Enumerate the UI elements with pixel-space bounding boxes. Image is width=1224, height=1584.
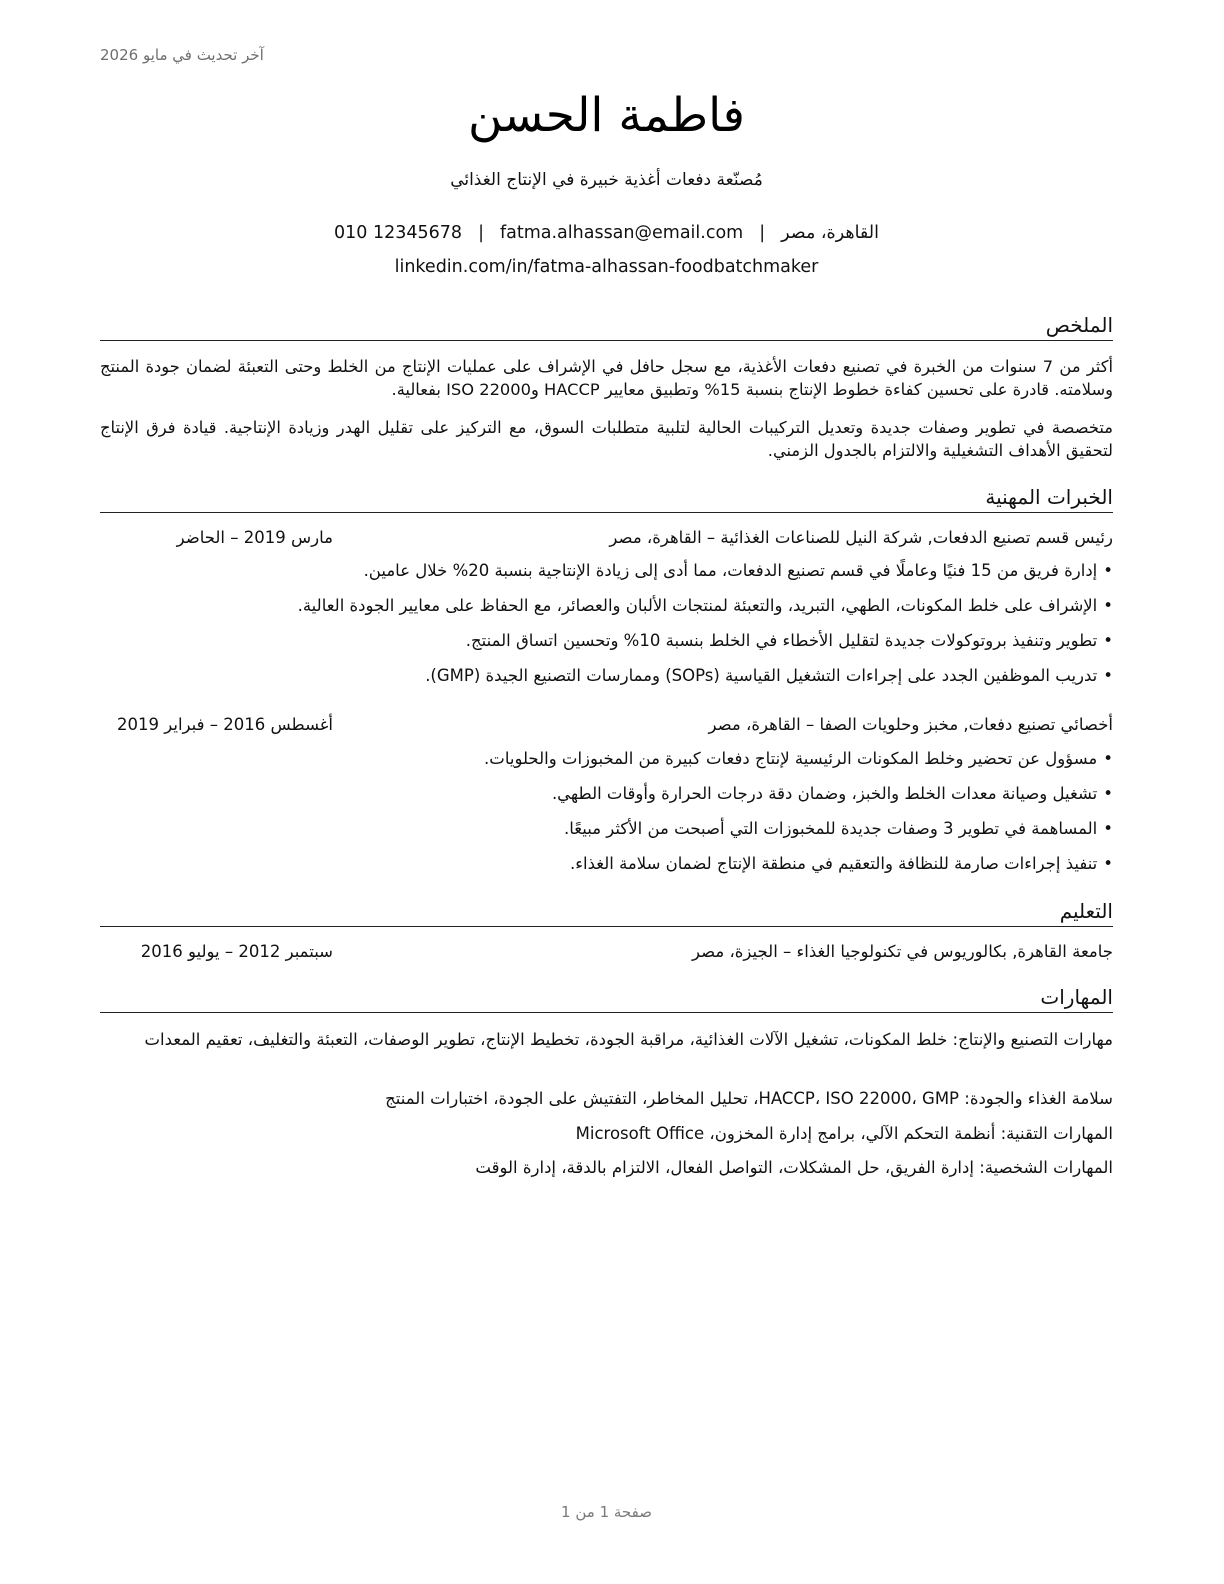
list-item: •الإشراف على خلط المكونات، الطهي، التبريد، والتعبئة لمنتجات الألبان والعصائر، مع الحفاظ على معايير الجودة العالية. <box>297 596 1113 615</box>
summary-heading: الملخص <box>100 312 1113 341</box>
contact-separator: | <box>478 223 484 243</box>
job-bullets <box>100 747 1113 887</box>
list-item: •تنفيذ إجراءات صارمة للنظافة والتعقيم في منطقة الإنتاج لضمان سلامة الغذاء. <box>570 854 1113 873</box>
job-dates: مارس 2019 – الحاضر <box>176 528 333 547</box>
contact-line <box>100 223 1113 243</box>
education-dates: سبتمبر 2012 – يوليو 2016 <box>140 942 333 961</box>
experience-heading: الخبرات المهنية <box>100 484 1113 513</box>
job-header <box>100 528 1113 552</box>
list-item: •تدريب الموظفين الجدد على إجراءات التشغيل القياسية (SOPs) وممارسات التصنيع الجيدة (GMP). <box>425 666 1113 685</box>
list-item: •المساهمة في تطوير 3 وصفات جديدة للمخبوزات التي أصبحت من الأكثر مبيعًا. <box>564 819 1113 838</box>
page-number: صفحة 1 من 1 <box>561 1503 652 1521</box>
candidate-headline: مُصنّعة دفعات أغذية خبيرة في الإنتاج الغذائي <box>450 170 763 190</box>
email-link[interactable]: fatma.alhassan@email.com <box>499 223 744 243</box>
summary-paragraph: أكثر من 7 سنوات من الخبرة في تصنيع دفعات الأغذية، مع سجل حافل في الإشراف على عمليات الإنتاج من الخلط وحتى التعبئة لضمان جودة المنتج وسلامته. قادرة على تحسين كفاءة خطوط الإنتاج بنسبة 15% وتطبيق معايير HACCP وISO 22000 بفعالية. <box>100 357 1113 399</box>
job-dates: أغسطس 2016 – فبراير 2019 <box>117 715 333 734</box>
skill-group: سلامة الغذاء والجودة: HACCP، ISO 22000، GMP، تحليل المخاطر، التفتيش على الجودة، اختبارات المنتج <box>385 1089 1113 1108</box>
summary-paragraph: متخصصة في تطوير وصفات جديدة وتعديل التركيبات الحالية لتلبية متطلبات السوق، مع التركيز على تقليل الهدر وزيادة الإنتاجية. قيادة فرق الإنتاج لتحقيق الأهداف التشغيلية والالتزام بالجدول الزمني. <box>100 418 1113 460</box>
education-entry <box>100 942 1113 966</box>
skill-group: المهارات التقنية: أنظمة التحكم الآلي، برامج إدارة المخزون، Microsoft Office <box>575 1124 1113 1143</box>
job-bullets <box>100 559 1113 699</box>
list-item: •تشغيل وصيانة معدات الخلط والخبز، وضمان دقة درجات الحرارة وأوقات الطهي. <box>551 784 1113 803</box>
last-updated-note: آخر تحديث في مايو 2026 <box>100 46 264 64</box>
phone-text: 010 12345678 <box>334 223 463 243</box>
contact-separator: | <box>759 223 766 243</box>
skills-heading: المهارات <box>100 984 1113 1013</box>
resume-page <box>100 0 1113 1584</box>
list-item: •تطوير وتنفيذ بروتوكولات جديدة لتقليل الأخطاء في الخلط بنسبة 10% وتحسين اتساق المنتج. <box>465 631 1113 650</box>
list-item: •مسؤول عن تحضير وخلط المكونات الرئيسية لإنتاج دفعات كبيرة من المخبوزات والحلويات. <box>484 749 1113 768</box>
list-item: •إدارة فريق من 15 فنيًا وعاملًا في قسم تصنيع الدفعات، مما أدى إلى زيادة الإنتاجية بنسبة 20% خلال عامين. <box>363 561 1113 580</box>
job-title-company: رئيس قسم تصنيع الدفعات, شركة النيل للصناعات الغذائية – القاهرة، مصر <box>609 528 1113 547</box>
education-heading: التعليم <box>100 898 1113 927</box>
job-header <box>100 715 1113 739</box>
linkedin-link[interactable]: linkedin.com/in/fatma-alhassan-foodbatchmaker <box>394 257 819 277</box>
location-text: القاهرة، مصر <box>781 223 879 243</box>
skill-group: مهارات التصنيع والإنتاج: خلط المكونات، تشغيل الآلات الغذائية، مراقبة الجودة، تخطيط الإنتاج، تطوير الوصفات، التعبئة والتغليف، تعقيم المعدات <box>144 1030 1113 1049</box>
skill-group: المهارات الشخصية: إدارة الفريق، حل المشكلات، التواصل الفعال، الالتزام بالدقة، إدارة الوقت <box>475 1158 1113 1177</box>
job-title-company: أخصائي تصنيع دفعات, مخبز وحلويات الصفا – القاهرة، مصر <box>708 715 1113 734</box>
degree-institution: جامعة القاهرة, بكالوريوس في تكنولوجيا الغذاء – الجيزة، مصر <box>691 942 1113 961</box>
candidate-name: فاطمة الحسن <box>468 88 745 143</box>
